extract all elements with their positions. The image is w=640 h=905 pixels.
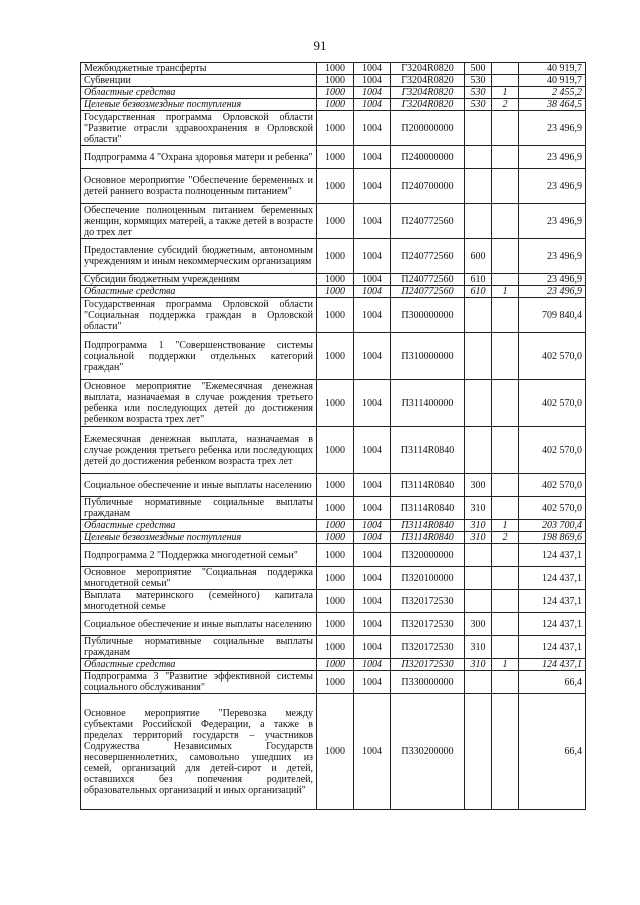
subsection-code-cell: 1004: [354, 286, 391, 298]
section-code-cell: 1000: [317, 169, 354, 204]
amount-cell: 23 496,9: [519, 204, 586, 239]
table-row: [81, 659, 586, 671]
amount-cell: 2 455,2: [519, 87, 586, 99]
table-row: [81, 613, 586, 636]
expense-type-code-cell: 310: [465, 659, 492, 671]
amount-cell: 23 496,9: [519, 146, 586, 169]
row-name-cell: Ежемесячная денежная выплата, назначаемая в случае рождения третьего ребенка или последующих детей до достижения ребенком возраста трех лет: [81, 427, 317, 474]
table-row: [81, 520, 586, 532]
subsection-code-cell: 1004: [354, 427, 391, 474]
target-article-code-cell: П300000000: [391, 298, 465, 333]
amount-cell: 402 570,0: [519, 427, 586, 474]
table-row: [81, 532, 586, 544]
subsection-code-cell: 1004: [354, 613, 391, 636]
subsection-code-cell: 1004: [354, 75, 391, 87]
subsection-code-cell: 1004: [354, 671, 391, 694]
section-code-cell: 1000: [317, 474, 354, 497]
row-name-cell: Областные средства: [81, 659, 317, 671]
table-row: [81, 75, 586, 87]
table-row: [81, 474, 586, 497]
target-article-code-cell: П310000000: [391, 333, 465, 380]
subsection-code-cell: 1004: [354, 567, 391, 590]
subsection-code-cell: 1004: [354, 520, 391, 532]
row-name-cell: Государственная программа Орловской области "Развитие отрасли здравоохранения в Орловской области": [81, 111, 317, 146]
subsection-code-cell: 1004: [354, 63, 391, 75]
amount-cell: 124 437,1: [519, 590, 586, 613]
expense-type-code-cell: 610: [465, 274, 492, 286]
source-code-cell: [492, 544, 519, 567]
amount-cell: 124 437,1: [519, 544, 586, 567]
section-code-cell: 1000: [317, 111, 354, 146]
source-code-cell: 2: [492, 532, 519, 544]
target-article-code-cell: П240772560: [391, 239, 465, 274]
subsection-code-cell: 1004: [354, 659, 391, 671]
target-article-code-cell: П3114R0840: [391, 474, 465, 497]
expense-type-code-cell: 530: [465, 99, 492, 111]
table-row: [81, 590, 586, 613]
row-name-cell: Подпрограмма 2 "Поддержка многодетной семьи": [81, 544, 317, 567]
table-row: [81, 169, 586, 204]
expense-type-code-cell: [465, 298, 492, 333]
target-article-code-cell: П3114R0840: [391, 497, 465, 520]
expense-type-code-cell: [465, 694, 492, 810]
section-code-cell: 1000: [317, 671, 354, 694]
source-code-cell: [492, 63, 519, 75]
section-code-cell: 1000: [317, 286, 354, 298]
source-code-cell: [492, 567, 519, 590]
target-article-code-cell: Г3204R0820: [391, 63, 465, 75]
table-row: [81, 63, 586, 75]
section-code-cell: 1000: [317, 87, 354, 99]
target-article-code-cell: П330200000: [391, 694, 465, 810]
section-code-cell: 1000: [317, 380, 354, 427]
expense-type-code-cell: 530: [465, 75, 492, 87]
section-code-cell: 1000: [317, 613, 354, 636]
row-name-cell: Областные средства: [81, 286, 317, 298]
expense-type-code-cell: 310: [465, 532, 492, 544]
row-name-cell: Обеспечение полноценным питанием беременных женщин, кормящих матерей, а также детей в возрасте до трех лет: [81, 204, 317, 239]
source-code-cell: 1: [492, 659, 519, 671]
source-code-cell: 1: [492, 87, 519, 99]
amount-cell: 40 919,7: [519, 63, 586, 75]
subsection-code-cell: 1004: [354, 99, 391, 111]
row-name-cell: Целевые безвозмездные поступления: [81, 99, 317, 111]
section-code-cell: 1000: [317, 520, 354, 532]
expense-type-code-cell: [465, 590, 492, 613]
amount-cell: 23 496,9: [519, 274, 586, 286]
expense-type-code-cell: [465, 111, 492, 146]
source-code-cell: [492, 75, 519, 87]
target-article-code-cell: П320172530: [391, 636, 465, 659]
source-code-cell: [492, 239, 519, 274]
table-row: [81, 671, 586, 694]
row-name-cell: Публичные нормативные социальные выплаты гражданам: [81, 497, 317, 520]
source-code-cell: [492, 636, 519, 659]
section-code-cell: 1000: [317, 63, 354, 75]
source-code-cell: [492, 694, 519, 810]
source-code-cell: [492, 333, 519, 380]
amount-cell: 23 496,9: [519, 111, 586, 146]
source-code-cell: [492, 474, 519, 497]
section-code-cell: 1000: [317, 694, 354, 810]
expense-type-code-cell: 600: [465, 239, 492, 274]
section-code-cell: 1000: [317, 532, 354, 544]
row-name-cell: Социальное обеспечение и иные выплаты населению: [81, 474, 317, 497]
subsection-code-cell: 1004: [354, 474, 391, 497]
source-code-cell: [492, 169, 519, 204]
table-row: [81, 333, 586, 380]
section-code-cell: 1000: [317, 75, 354, 87]
amount-cell: 23 496,9: [519, 239, 586, 274]
expense-type-code-cell: 310: [465, 636, 492, 659]
amount-cell: 124 437,1: [519, 659, 586, 671]
target-article-code-cell: Г3204R0820: [391, 75, 465, 87]
row-name-cell: Публичные нормативные социальные выплаты гражданам: [81, 636, 317, 659]
expense-type-code-cell: [465, 427, 492, 474]
amount-cell: 402 570,0: [519, 380, 586, 427]
source-code-cell: [492, 427, 519, 474]
source-code-cell: 2: [492, 99, 519, 111]
table-row: [81, 146, 586, 169]
target-article-code-cell: П240772560: [391, 274, 465, 286]
expense-type-code-cell: [465, 671, 492, 694]
row-name-cell: Выплата материнского (семейного) капитала многодетной семье: [81, 590, 317, 613]
row-name-cell: Подпрограмма 4 "Охрана здоровья матери и ребенка": [81, 146, 317, 169]
row-name-cell: Подпрограмма 1 "Совершенствование системы социальной поддержки отдельных категорий граждан": [81, 333, 317, 380]
subsection-code-cell: 1004: [354, 544, 391, 567]
table-row: [81, 427, 586, 474]
subsection-code-cell: 1004: [354, 380, 391, 427]
subsection-code-cell: 1004: [354, 274, 391, 286]
row-name-cell: Подпрограмма 3 "Развитие эффективной системы социального обслуживания": [81, 671, 317, 694]
table-row: [81, 111, 586, 146]
target-article-code-cell: П240772560: [391, 286, 465, 298]
source-code-cell: 1: [492, 286, 519, 298]
source-code-cell: [492, 298, 519, 333]
target-article-code-cell: Г3204R0820: [391, 99, 465, 111]
amount-cell: 203 700,4: [519, 520, 586, 532]
row-name-cell: Целевые безвозмездные поступления: [81, 532, 317, 544]
amount-cell: 402 570,0: [519, 497, 586, 520]
section-code-cell: 1000: [317, 146, 354, 169]
target-article-code-cell: П200000000: [391, 111, 465, 146]
source-code-cell: [492, 204, 519, 239]
subsection-code-cell: 1004: [354, 497, 391, 520]
table-row: [81, 544, 586, 567]
expense-type-code-cell: [465, 146, 492, 169]
amount-cell: 124 437,1: [519, 567, 586, 590]
row-name-cell: Субсидии бюджетным учреждениям: [81, 274, 317, 286]
target-article-code-cell: П320172530: [391, 613, 465, 636]
amount-cell: 23 496,9: [519, 169, 586, 204]
target-article-code-cell: П330000000: [391, 671, 465, 694]
target-article-code-cell: П240700000: [391, 169, 465, 204]
subsection-code-cell: 1004: [354, 204, 391, 239]
expense-type-code-cell: 310: [465, 497, 492, 520]
page-number: 91: [313, 38, 327, 53]
subsection-code-cell: 1004: [354, 239, 391, 274]
source-code-cell: [492, 274, 519, 286]
source-code-cell: [492, 590, 519, 613]
amount-cell: 23 496,9: [519, 286, 586, 298]
target-article-code-cell: П311400000: [391, 380, 465, 427]
table-row: [81, 497, 586, 520]
row-name-cell: Основное мероприятие "Социальная поддержка многодетной семьи": [81, 567, 317, 590]
section-code-cell: 1000: [317, 567, 354, 590]
expense-type-code-cell: 300: [465, 613, 492, 636]
subsection-code-cell: 1004: [354, 146, 391, 169]
expense-type-code-cell: [465, 544, 492, 567]
expense-type-code-cell: [465, 380, 492, 427]
source-code-cell: [492, 380, 519, 427]
amount-cell: 40 919,7: [519, 75, 586, 87]
source-code-cell: [492, 146, 519, 169]
table-row: [81, 99, 586, 111]
target-article-code-cell: П320000000: [391, 544, 465, 567]
subsection-code-cell: 1004: [354, 590, 391, 613]
row-name-cell: Государственная программа Орловской области "Социальная поддержка граждан в Орловской области": [81, 298, 317, 333]
row-name-cell: Социальное обеспечение и иные выплаты населению: [81, 613, 317, 636]
amount-cell: 402 570,0: [519, 474, 586, 497]
expense-type-code-cell: 310: [465, 520, 492, 532]
amount-cell: 709 840,4: [519, 298, 586, 333]
budget-table: [80, 62, 586, 810]
expense-type-code-cell: 300: [465, 474, 492, 497]
source-code-cell: [492, 497, 519, 520]
row-name-cell: Основное мероприятие "Перевозка между субъектами Российской Федерации, а также в пределах территорий государств – участников Содружества Независимых Государств несовершеннолетних, самовольно ушедших из семей, организаций для детей-сирот и детей, оставшихся без попечения родителей, образовательных организаций и иных организаций": [81, 694, 317, 810]
amount-cell: 38 464,5: [519, 99, 586, 111]
table-row: [81, 636, 586, 659]
subsection-code-cell: 1004: [354, 333, 391, 380]
subsection-code-cell: 1004: [354, 87, 391, 99]
expense-type-code-cell: [465, 567, 492, 590]
amount-cell: 198 869,6: [519, 532, 586, 544]
amount-cell: 124 437,1: [519, 613, 586, 636]
row-name-cell: Субвенции: [81, 75, 317, 87]
table-row: [81, 286, 586, 298]
expense-type-code-cell: [465, 169, 492, 204]
target-article-code-cell: П240772560: [391, 204, 465, 239]
subsection-code-cell: 1004: [354, 694, 391, 810]
section-code-cell: 1000: [317, 636, 354, 659]
target-article-code-cell: П3114R0840: [391, 427, 465, 474]
target-article-code-cell: Г3204R0820: [391, 87, 465, 99]
table-row: [81, 298, 586, 333]
row-name-cell: Областные средства: [81, 520, 317, 532]
table-row: [81, 380, 586, 427]
section-code-cell: 1000: [317, 239, 354, 274]
source-code-cell: [492, 671, 519, 694]
target-article-code-cell: П3114R0840: [391, 520, 465, 532]
row-name-cell: Межбюджетные трансферты: [81, 63, 317, 75]
target-article-code-cell: П240000000: [391, 146, 465, 169]
amount-cell: 124 437,1: [519, 636, 586, 659]
section-code-cell: 1000: [317, 204, 354, 239]
expense-type-code-cell: [465, 333, 492, 380]
table-row: [81, 87, 586, 99]
table-row: [81, 694, 586, 810]
section-code-cell: 1000: [317, 659, 354, 671]
section-code-cell: 1000: [317, 333, 354, 380]
amount-cell: 66,4: [519, 694, 586, 810]
source-code-cell: 1: [492, 520, 519, 532]
section-code-cell: 1000: [317, 298, 354, 333]
table-row: [81, 274, 586, 286]
row-name-cell: Основное мероприятие "Обеспечение беременных и детей раннего возраста полноценным питанием": [81, 169, 317, 204]
subsection-code-cell: 1004: [354, 298, 391, 333]
table-row: [81, 204, 586, 239]
target-article-code-cell: П320172530: [391, 659, 465, 671]
source-code-cell: [492, 111, 519, 146]
source-code-cell: [492, 613, 519, 636]
section-code-cell: 1000: [317, 590, 354, 613]
expense-type-code-cell: 530: [465, 87, 492, 99]
subsection-code-cell: 1004: [354, 636, 391, 659]
expense-type-code-cell: 500: [465, 63, 492, 75]
subsection-code-cell: 1004: [354, 532, 391, 544]
target-article-code-cell: П320172530: [391, 590, 465, 613]
target-article-code-cell: П320100000: [391, 567, 465, 590]
target-article-code-cell: П3114R0840: [391, 532, 465, 544]
section-code-cell: 1000: [317, 427, 354, 474]
table-row: [81, 567, 586, 590]
expense-type-code-cell: [465, 204, 492, 239]
amount-cell: 402 570,0: [519, 333, 586, 380]
section-code-cell: 1000: [317, 544, 354, 567]
table-row: [81, 239, 586, 274]
section-code-cell: 1000: [317, 274, 354, 286]
row-name-cell: Предоставление субсидий бюджетным, автономным учреждениям и иным некоммерческим организациям: [81, 239, 317, 274]
row-name-cell: Областные средства: [81, 87, 317, 99]
subsection-code-cell: 1004: [354, 111, 391, 146]
section-code-cell: 1000: [317, 99, 354, 111]
expense-type-code-cell: 610: [465, 286, 492, 298]
row-name-cell: Основное мероприятие "Ежемесячная денежная выплата, назначаемая в случае рождения третьего ребенка или последующих детей до достижения ребенком возраста трех лет": [81, 380, 317, 427]
section-code-cell: 1000: [317, 497, 354, 520]
subsection-code-cell: 1004: [354, 169, 391, 204]
amount-cell: 66,4: [519, 671, 586, 694]
